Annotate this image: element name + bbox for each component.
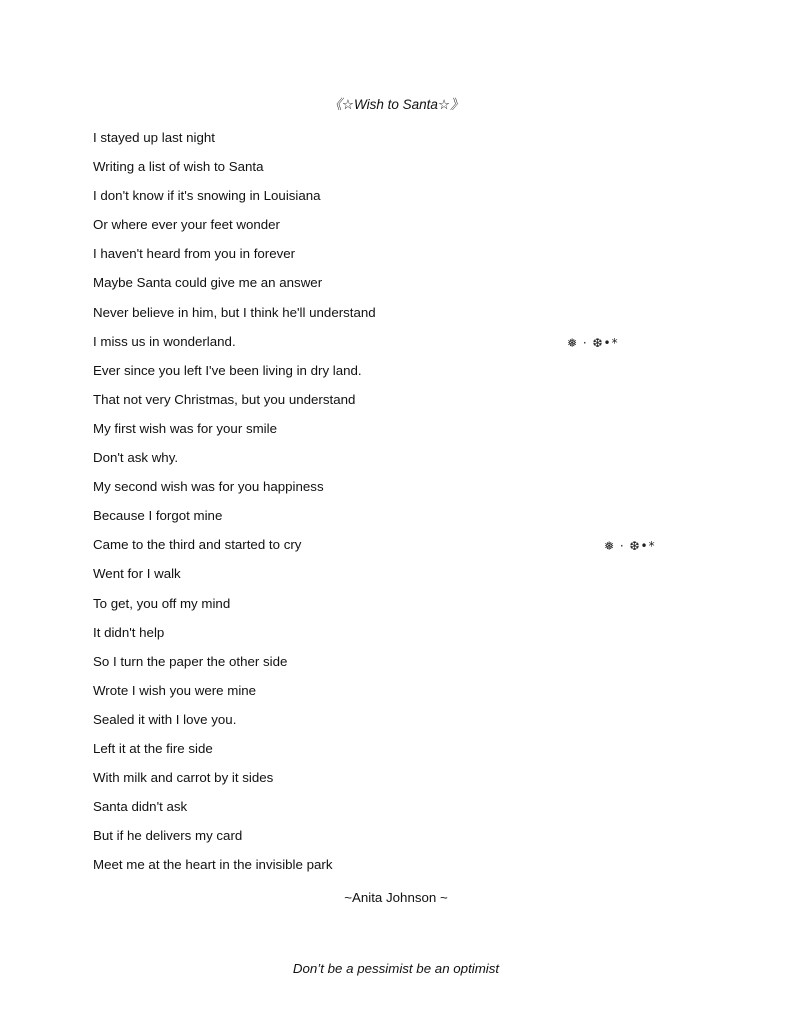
poem-line: That not very Christmas, but you understand (93, 391, 356, 407)
poem-line: Don't ask why. (93, 450, 179, 466)
poem-body (93, 129, 713, 885)
poem-line: My second wish was for you happiness (93, 479, 324, 495)
poem-line: Never believe in him, but I think he'll understand (93, 304, 376, 320)
poem-line: Maybe Santa could give me an answer (93, 275, 323, 291)
poem-line: Ever since you left I've been living in dry land. (93, 362, 362, 378)
poem-line: Writing a list of wish to Santa (93, 159, 264, 175)
author-signature: ~Anita Johnson ~ (344, 890, 448, 905)
poem-line: I don't know if it's snowing in Louisiana (93, 188, 321, 204)
poem-line: Meet me at the heart in the invisible park (93, 857, 333, 873)
poem-line: Because I forgot mine (93, 508, 223, 524)
poem-line: Left it at the fire side (93, 740, 213, 756)
snowflake-decoration-icon: ❅ · ❆•* (604, 539, 656, 554)
poem-line: I haven't heard from you in forever (93, 246, 296, 262)
poem-line: To get, you off my mind (93, 595, 231, 611)
poem-line: But if he delivers my card (93, 828, 243, 844)
poem-line: Sealed it with I love you. (93, 711, 237, 727)
poem-line: So I turn the paper the other side (93, 653, 288, 669)
poem-line: Came to the third and started to cry ❅ · ❆•* (93, 537, 656, 554)
poem-line: I miss us in wonderland. ❅ · ❆•* (93, 333, 619, 350)
poem-line: Went for I walk (93, 566, 181, 582)
poem-line: Santa didn't ask (93, 799, 188, 815)
poem-line: My first wish was for your smile (93, 420, 277, 436)
poem-line: It didn't help (93, 624, 165, 640)
poem-line: I stayed up last night (93, 130, 215, 145)
poem-line: Wrote I wish you were mine (93, 682, 257, 698)
footer-quote: Don’t be a pessimist be an optimist (292, 961, 500, 976)
snowflake-decoration-icon: ❅ · ❆•* (567, 335, 619, 350)
poem-line: Or where ever your feet wonder (93, 217, 280, 233)
poem-line: With milk and carrot by it sides (93, 770, 274, 786)
poem-title: 《☆Wish to Santa☆》 (328, 97, 464, 112)
